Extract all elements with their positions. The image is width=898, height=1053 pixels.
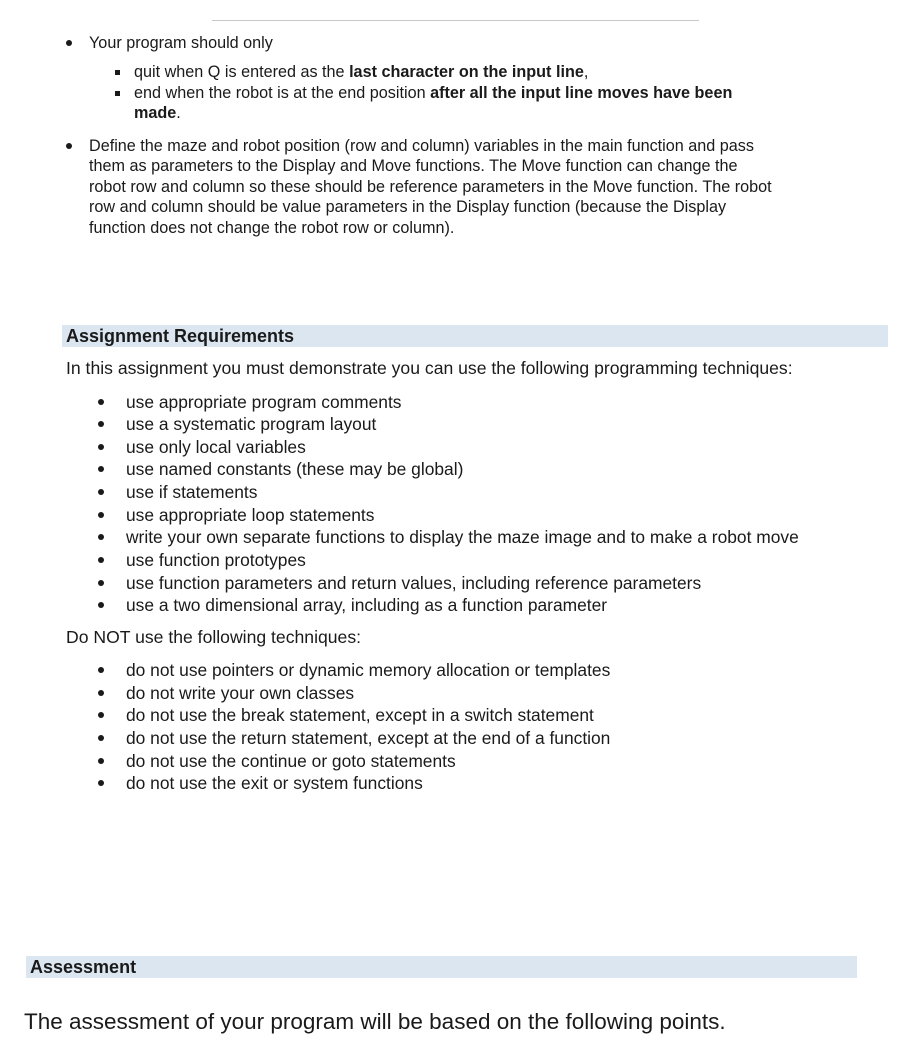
intro-bullet-1: Your program should only	[89, 34, 273, 52]
not-technique-item: do not use pointers or dynamic memory allocation or templates	[126, 660, 611, 680]
intro-bullet-2-line-2: them as parameters to the Display and Move functions. The Move function can change the	[89, 157, 738, 175]
not-technique-item: do not use the exit or system functions	[126, 773, 423, 793]
requirements-heading: Assignment Requirements	[66, 326, 295, 346]
assessment-heading: Assessment	[30, 957, 137, 977]
bullet-dot	[98, 758, 104, 764]
bullet-dot	[98, 780, 104, 786]
requirement-item: use appropriate program comments	[126, 392, 402, 412]
sub-bullet-end-line-2: made.	[134, 104, 181, 122]
intro-bullet-2-line-4: row and column should be value parameters in the Display function (because the Display	[89, 198, 727, 216]
requirement-item: use a two dimensional array, including as a function parameter	[126, 595, 608, 615]
assessment-heading-bar	[26, 956, 857, 978]
intro-bullet-2-line-3: robot row and column so these should be reference parameters in the Move function. The robot	[89, 178, 772, 196]
bullet-dot	[98, 580, 104, 586]
not-technique-item: do not use the continue or goto statements	[126, 751, 456, 771]
top-divider	[212, 20, 699, 21]
requirement-item: use appropriate loop statements	[126, 505, 375, 525]
bullet-dot	[98, 667, 104, 673]
sub-bullet-quit: quit when Q is entered as the last character on the input line,	[134, 63, 589, 81]
bullet-dot	[98, 534, 104, 540]
intro-bullet-2-line-5: function does not change the robot row or column).	[89, 219, 455, 237]
bullet-dot	[98, 466, 104, 472]
bullet-dot	[98, 690, 104, 696]
bullet-dot	[98, 712, 104, 718]
sub-bullet-square	[115, 70, 120, 75]
bullet-dot	[98, 735, 104, 741]
bullet-dot	[98, 557, 104, 563]
not-techniques-intro: Do NOT use the following techniques:	[66, 627, 362, 647]
bullet-dot	[98, 444, 104, 450]
requirement-item: write your own separate functions to display the maze image and to make a robot move	[126, 527, 799, 547]
sub-bullet-end-line-1: end when the robot is at the end position after all the input line moves have been	[134, 84, 733, 102]
sub-bullet-square	[115, 91, 120, 96]
intro-bullet-2-line-1: Define the maze and robot position (row and column) variables in the main function and pass	[89, 137, 754, 155]
requirement-item: use function parameters and return values, including reference parameters	[126, 573, 702, 593]
bullet-dot	[66, 40, 72, 46]
assessment-text: The assessment of your program will be based on the following points.	[24, 1009, 726, 1034]
not-technique-item: do not use the break statement, except in a switch statement	[126, 705, 594, 725]
bullet-dot	[98, 602, 104, 608]
bullet-dot	[98, 489, 104, 495]
bullet-dot	[98, 399, 104, 405]
requirement-item: use if statements	[126, 482, 258, 502]
bullet-dot	[66, 143, 72, 149]
requirement-item: use a systematic program layout	[126, 414, 377, 434]
requirement-item: use function prototypes	[126, 550, 306, 570]
bullet-dot	[98, 421, 104, 427]
requirement-item: use only local variables	[126, 437, 306, 457]
bullet-dot	[98, 512, 104, 518]
not-technique-item: do not write your own classes	[126, 683, 355, 703]
requirement-item: use named constants (these may be global)	[126, 459, 464, 479]
not-technique-item: do not use the return statement, except at the end of a function	[126, 728, 611, 748]
requirements-intro: In this assignment you must demonstrate you can use the following programming techniques:	[66, 358, 793, 378]
